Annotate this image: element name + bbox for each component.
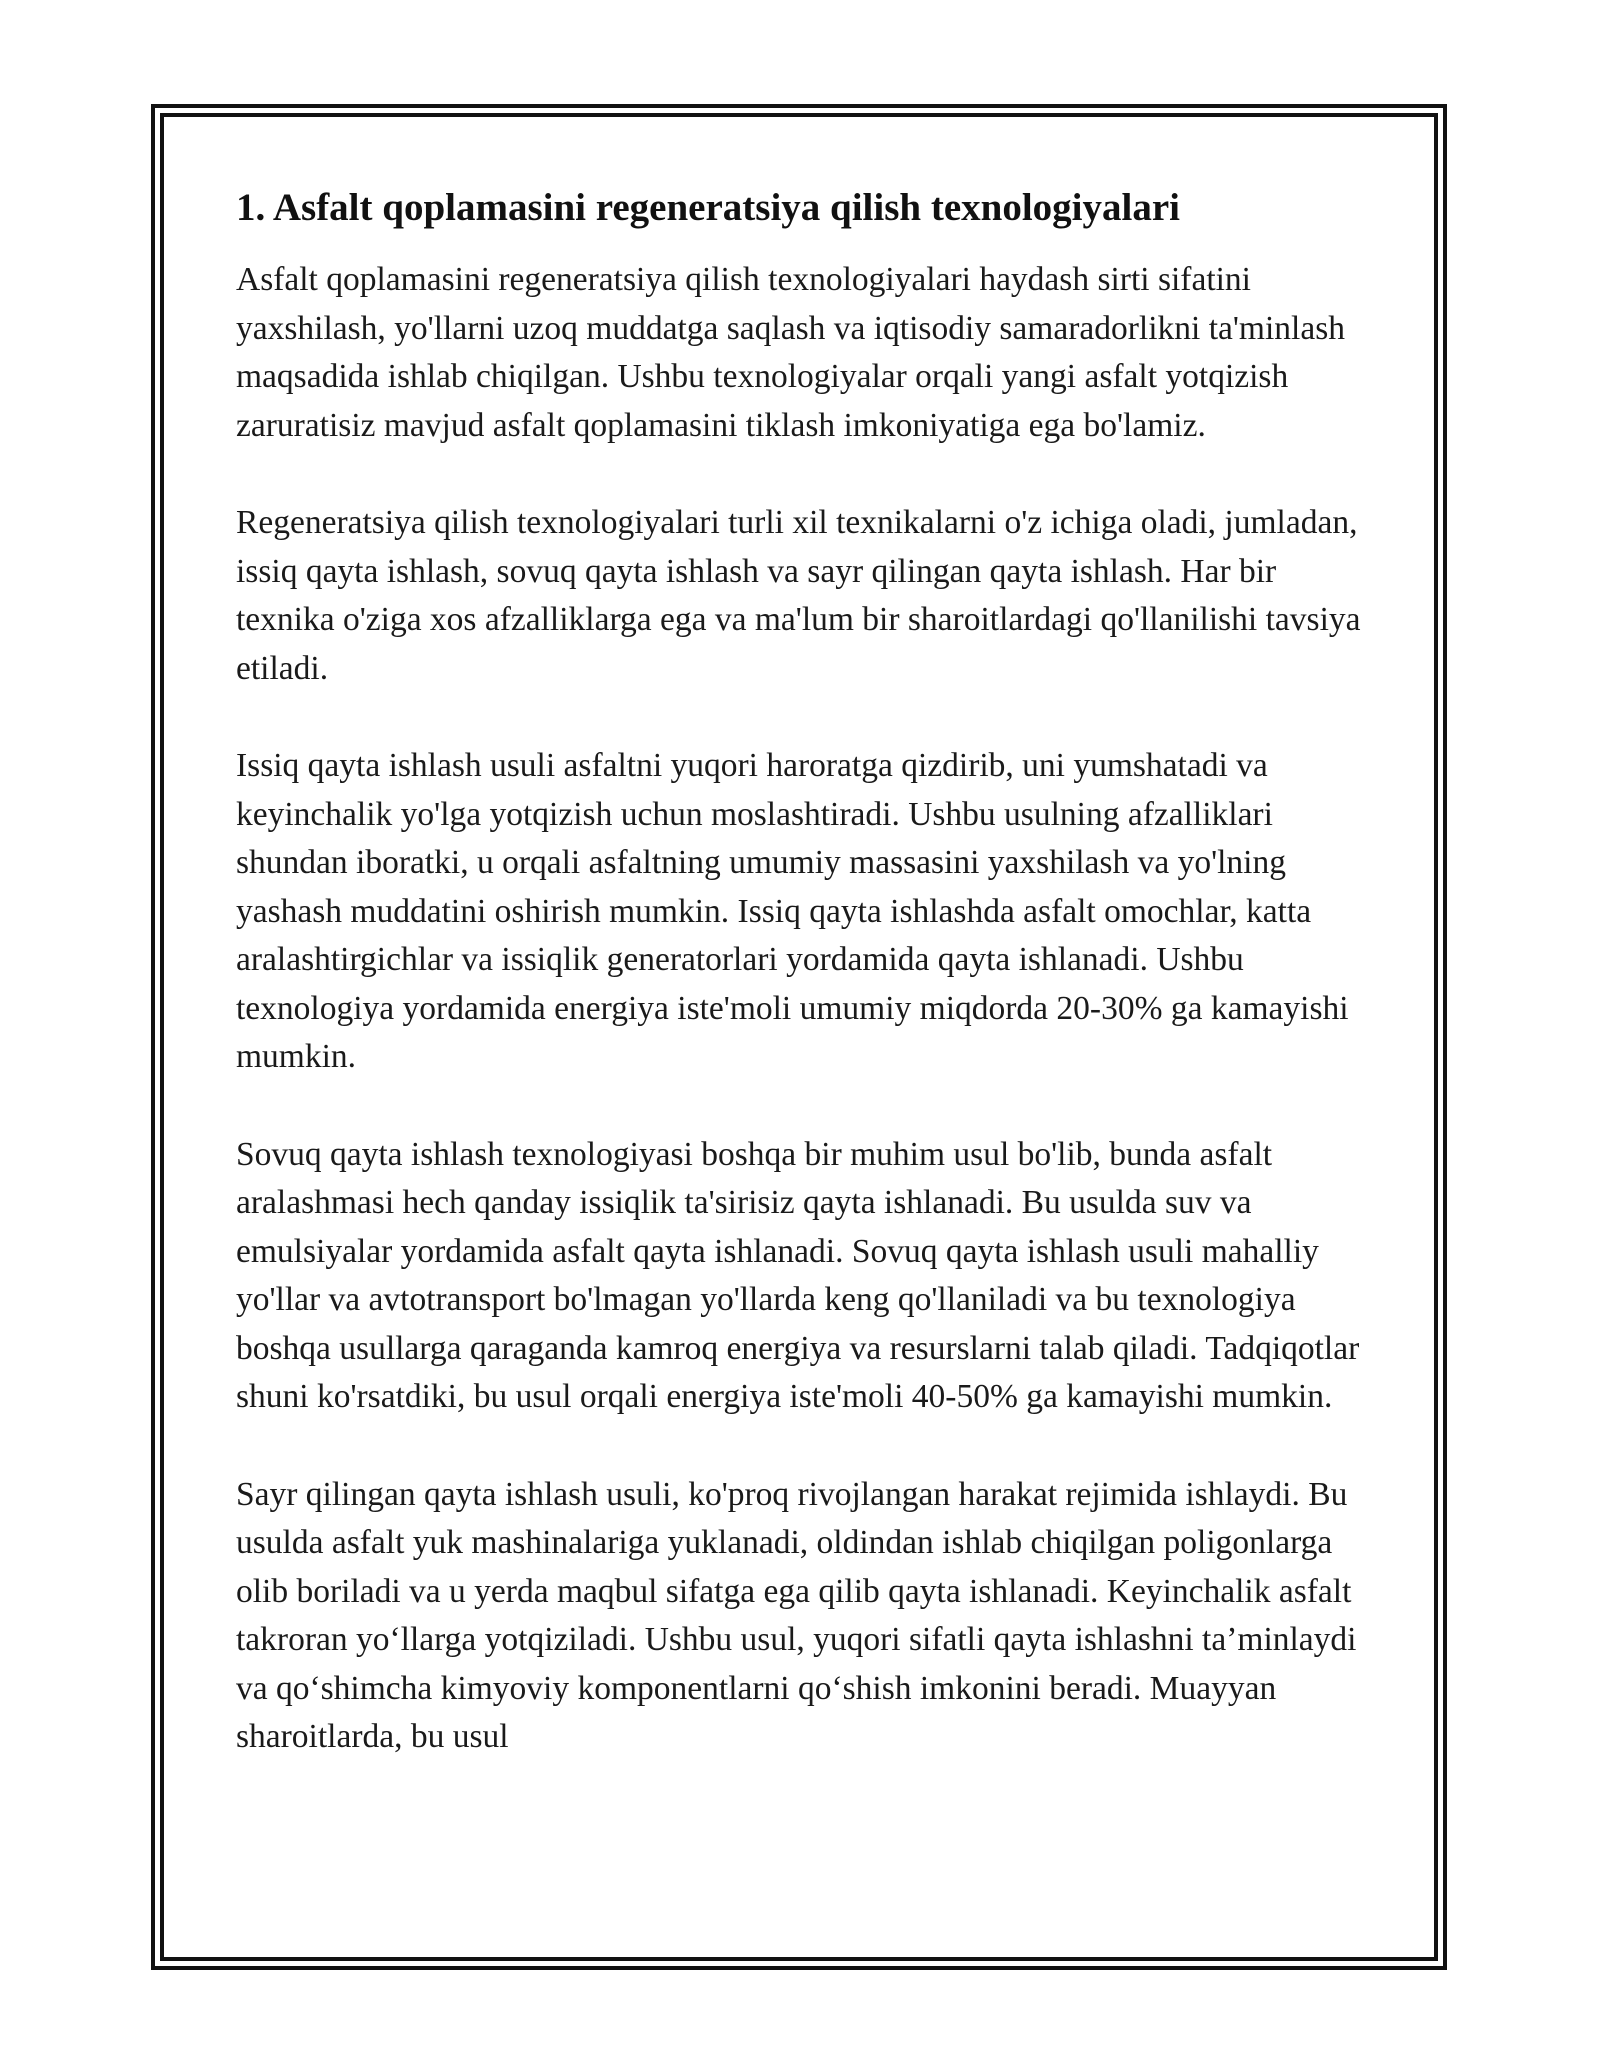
- paragraph-3: Issiq qayta ishlash usuli asfaltni yuqori haroratga qizdirib, uni yumshatadi va keyinchalik yo'lga yotqizish uchun moslashtiradi. Ushbu usulning afzalliklari shundan iboratki, u orqali asfaltning umumiy massasini yaxshilash va yo'lning yashash muddatini oshirish mumkin. Issiq qayta ishlashda asfalt omochlar, katta aralashtirgichlar va issiqlik generatorlari yordamida qayta ishlanadi. Ushbu texnologiya yordamida energiya iste'moli umumiy miqdorda 20-30% ga kamayishi mumkin.: [236, 747, 1349, 1075]
- paragraph-4: Sovuq qayta ishlash texnologiyasi boshqa bir muhim usul bo'lib, bunda asfalt aralashmasi hech qanday issiqlik ta'sirisiz qayta ishlanadi. Bu usulda suv va emulsiyalar yordamida asfalt qayta ishlanadi. Sovuq qayta ishlash usuli mahalliy yo'llar va avtotransport bo'lmagan yo'llarda keng qo'llaniladi va bu texnologiya boshqa usullarga qaraganda kamroq energiya va resurslarni talab qiladi. Tadqiqotlar shuni ko'rsatdiki, bu usul orqali energiya iste'moli 40-50% ga kamayishi mumkin.: [236, 1135, 1360, 1415]
- paragraph-2: Regeneratsiya qilish texnologiyalari turli xil texnikalarni o'z ichiga oladi, jumladan, issiq qayta ishlash, sovuq qayta ishlash va sayr qilingan qayta ishlash. Har bir texnika o'ziga xos afzalliklarga ega va ma'lum bir sharoitlardagi qo'llanilishi tavsiya etiladi.: [236, 504, 1361, 687]
- section-heading: 1. Asfalt qoplamasini regeneratsiya qilish texnologiyalari: [236, 186, 1180, 229]
- document-body: [236, 182, 1376, 1762]
- paragraph-5: Sayr qilingan qayta ishlash usuli, ko'proq rivojlangan harakat rejimida ishlaydi. Bu usulda asfalt yuk mashinalariga yuklanadi, oldindan ishlab chiqilgan poligonlarga olib boriladi va u yerda maqbul sifatga ega qilib qayta ishlanadi. Keyinchalik asfalt takroran yo‘llarga yotqiziladi. Ushbu usul, yuqori sifatli qayta ishlashni ta’minlaydi va qo‘shimcha kimyoviy komponentlarni qo‘shish imkonini beradi. Muayyan sharoitlarda, bu usul: [236, 1475, 1357, 1755]
- paragraph-1: Asfalt qoplamasini regeneratsiya qilish texnologiyalari haydash sirti sifatini yaxshilash, yo'llarni uzoq muddatga saqlash va iqtisodiy samaradorlikni ta'minlash maqsadida ishlab chiqilgan. Ushbu texnologiyalar orqali yangi asfalt yotqizish zaruratisiz mavjud asfalt qoplamasini tiklash imkoniyatiga ega bo'lamiz.: [236, 261, 1345, 444]
